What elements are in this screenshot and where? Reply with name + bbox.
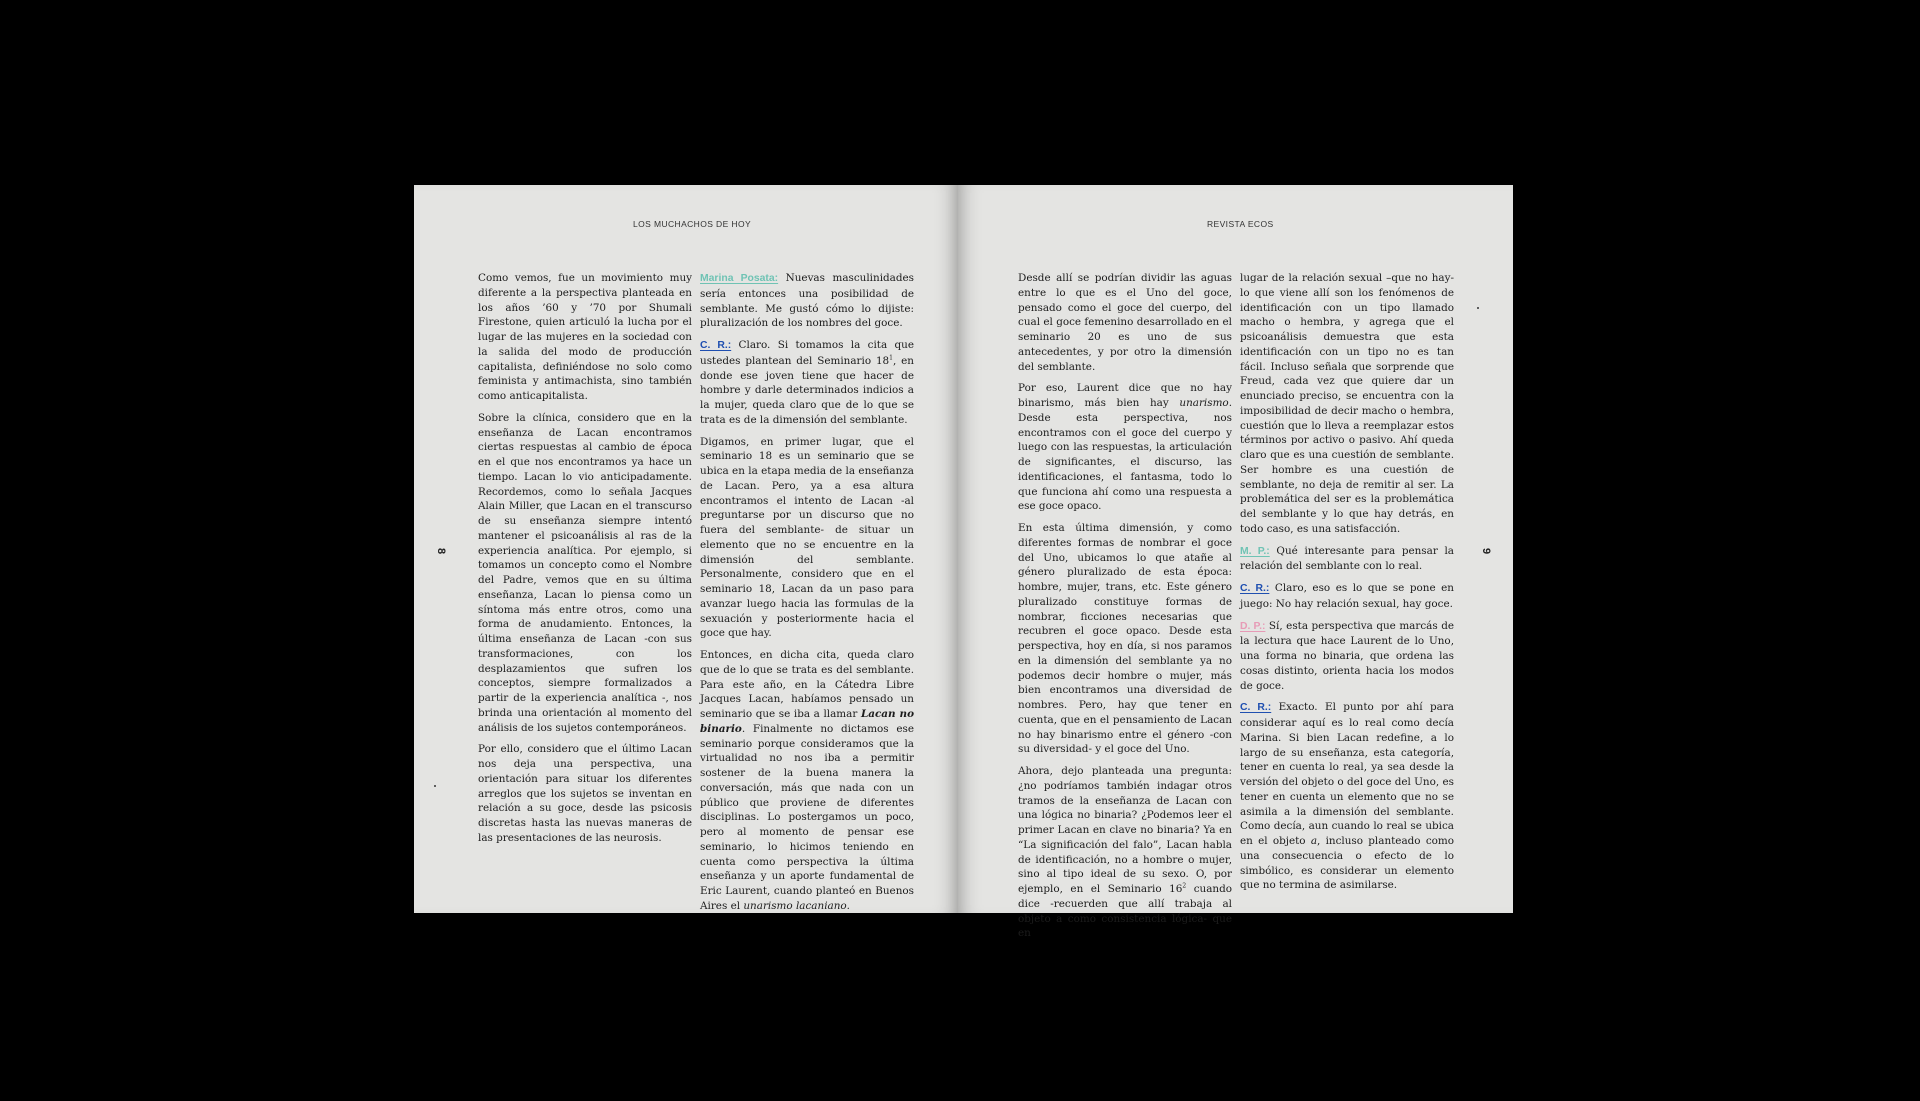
left-page-column-1 [478,271,692,853]
paragraph: Desde allí se podrían dividir las aguas entre lo que es el Uno del goce, pensado como el goce del cuerpo, del cual el goce femenino desarrollado en el seminario 20 es uno de sus antecedentes, y por otro la dimensión del semblante. [1018,272,1232,373]
paragraph [1018,381,1232,514]
paragraph [700,338,914,428]
italic-term: a [1310,835,1318,847]
paragraph-text: Exacto. El punto por ahí para considerar aquí es lo real como decía Marina. Si bien Lacan redefine, a lo largo de su enseñanza, esta categoría, tener en cuenta lo real, ya sea desde la versión del objeto o del goce del Uno, es tener en cuenta un elemento que no se asimila a la dimensión del semblante. Como decía, aun cuando lo real se ubica en el objeto [1240,701,1454,847]
paragraph-text: Nuevas masculinidades sería entonces una posibilidad de semblante. Me gustó cómo lo dijiste: pluralización de los nombres del goce. [700,272,914,330]
paragraph-text: Ahora, dejo planteada una pregunta: ¿no podríamos también indagar otros tramos de la enseñanza de Lacan con una lógica no binaria? ¿Podemos leer el primer Lacan en clave no binaria? Ya en “La significación del falo”, Lacan habla de identificación, no a hombre o mujer, sino al tipo ideal de su sexo. O, por ejemplo, en el Seminario 16 [1018,765,1232,895]
footnote-mark: 2 [1182,882,1187,890]
paragraph [700,271,914,331]
paragraph: Como vemos, fue un movimiento muy diferente a la perspectiva planteada en los años ’60 y ’70 por Shumali Firestone, quien articuló la lucha por el lugar de las mujeres en la sociedad con la salida del modo de producción capitalista, definiéndose no solo como feminista y antimachista, sino también como anticapitalista. [478,272,692,402]
right-page-column-1 [1018,271,1232,948]
paragraph-text: , en donde ese joven tiene que hacer de hombre y darle determinados indicios a la mujer, queda claro que de lo que se trata es de la dimensión del semblante. [700,354,914,426]
paragraph-text: Entonces, en dicha cita, queda claro que de lo que se trata es del semblante. Para este año, en la Cátedra Libre Jacques Lacan, habíamos pensado un seminario que se iba a llamar [700,649,914,720]
paragraph-text: Qué interesante para pensar la relación del semblante con lo real. [1240,544,1454,573]
speaker-label-cr: C. R.: [700,340,732,351]
paragraph: Sobre la clínica, considero que en la enseñanza de Lacan encontramos ciertas respuestas al cambio de época en el que nos encontramos ya hace un tiempo. Lacan lo vio anticipadamente. Recordemos, como lo señala Jacques Alain Miller, que Lacan en el transcurso de su enseñanza siempre intentó mantener el psicoanálisis al ras de la experiencia analítica. Por ejemplo, si tomamos un concepto como el Nombre del Padre, vemos que en su última enseñanza, Lacan lo piensa como un síntoma más entre otros, como una forma de anudamiento. Entonces, la última enseñanza de Lacan -con sus transformaciones, con los desplazamientos que sufren los conceptos, siempre formalizados a partir de la experiencia analítica -, nos brinda una orientación al momento del análisis de los sujetos contemporáneos. [478,411,692,734]
left-page-column-2 [700,271,914,921]
speaker-label-cr: C. R.: [1240,583,1270,594]
paragraph-text: . Finalmente no dictamos ese seminario porque consideramos que la virtualidad no nos iba a permitir sostener de la buena manera la conversación, más que nada con un público que proviene de diferentes disciplinas. Lo postergamos un poco, pero al momento de pensar ese seminario, lo hicimos teniendo en cuenta como perspectiva la última enseñanza y un aporte fundamental de Eric Laurent, cuando planteó en Buenos Aires el [700,722,914,912]
paragraph-text: Claro, eso es lo que se pone en juego: No hay relación sexual, hay goce. [1240,582,1454,610]
paragraph-text: , incluso planteado como una consecuencia o efecto de lo simbólico, es considerar un elemento que no termina de asimilarse. [1240,835,1455,892]
paragraph: lugar de la relación sexual –que no hay- lo que viene allí son los fenómenos de identificación con un tipo llamado macho o hembra, y agrega que el psicoanálisis demuestra que esta identificación con un tipo no es tan fácil. Incluso señala que sorprende que Freud, cada vez que quiere dar un enunciado preciso, se encuentra con la imposibilidad de decir macho o hembra, cuestión que lo lleva a reemplazar estos términos por activo o pasivo. Ahí queda claro que es una cuestión de semblante. Ser hombre es una cuestión de semblante, no deja de remitir al ser. La problemática del ser es la problemática del semblante y lo que hay detrás, en todo caso, es una satisfacción. [1240,272,1454,535]
right-page [958,185,1513,940]
paragraph-text: Sí, esta perspectiva que marcás de la lectura que hace Laurent de lo Uno, una forma no binaria, que ordena las cosas distinto, orienta hacia los modos de goce. [1240,619,1454,692]
speaker-label-dp: D. P.: [1240,620,1266,632]
footnote-mark: 1 [889,354,893,362]
paper-speck [1477,307,1479,309]
paragraph-text: Por eso, Laurent dice que no hay binarismo, más bien hay [1018,382,1232,409]
paper-speck [434,785,436,787]
paragraph-text: . [846,899,850,912]
paragraph [1018,764,1232,941]
running-head-left: LOS MUCHACHOS DE HOY [633,219,752,229]
paragraph: En esta última dimensión, y como diferentes formas de nombrar el goce del Uno, ubicamos lo que atañe al género pluralizado de esta época: hombre, mujer, trans, etc. Este género pluralizado constituye formas de nombrar, ficciones necesarias que recubren el goce opaco. Desde esta perspectiva, hoy en día, si nos paramos en la dimensión del semblante ya no podemos decir hombre o mujer, más bien encontramos una diversidad de nombres. Pero, hay que tener en cuenta, que en el pensamiento de Lacan no hay binarismo entre el género -con su diversidad- y el goce del Uno. [1018,522,1232,756]
paragraph [1240,544,1454,575]
paragraph [1240,619,1454,694]
page-number-right: 9 [1479,547,1492,555]
running-head-right: REVISTA ECOS [1207,219,1274,229]
speaker-label-cr: C. R.: [1240,702,1272,714]
paragraph [1240,700,1454,893]
magazine-spread [414,185,1513,940]
speaker-label-mp: M. P.: [1240,545,1270,557]
page-number-left: 8 [435,547,448,555]
paragraph: Digamos, en primer lugar, que el seminario 18 es un seminario que se ubica en la etapa media de la enseñanza de Lacan. Pero, ya a esa altura encontramos el intento de Lacan -al preguntarse por un discurso que no fuera del semblante- de situar un elemento que no se encuentre en la dimensión del semblante. Personalmente, considero que en el seminario 18, Lacan da un paso para avanzar luego hacia las formulas de la sexuación y posteriormente hacia el goce que hay. [700,435,914,640]
paragraph [700,648,914,914]
left-page [414,185,958,913]
italic-title: Lacan no binario [700,708,914,735]
speaker-label-marina-posata: Marina Posata: [700,273,779,284]
italic-term: unarismo [1179,397,1229,409]
right-page-column-2 [1240,271,1454,900]
italic-term: unarismo lacaniano [743,899,847,912]
paragraph: Por ello, considero que el último Lacan nos deja una perspectiva, una orientación para situar los diferentes arreglos que los sujetos se inventan en relación a su goce, desde las psicosis discretas hasta las nuevas maneras de las presentaciones de las neurosis. [478,743,692,844]
paragraph-text: . Desde esta perspectiva, nos encontramos con el goce del cuerpo y luego con las respuestas, la articulación de significantes, el discurso, las identificaciones, el fantasma, todo lo que funciona ahí como una respuesta a ese goce opaco. [1018,397,1232,513]
paragraph-text: Claro. Si tomamos la cita que ustedes plantean del Seminario 18 [700,339,914,367]
paragraph [1240,581,1454,612]
paragraph-text: cuando dice -recuerden que allí trabaja al objeto a como consistencia lógica- que en [1018,883,1233,940]
